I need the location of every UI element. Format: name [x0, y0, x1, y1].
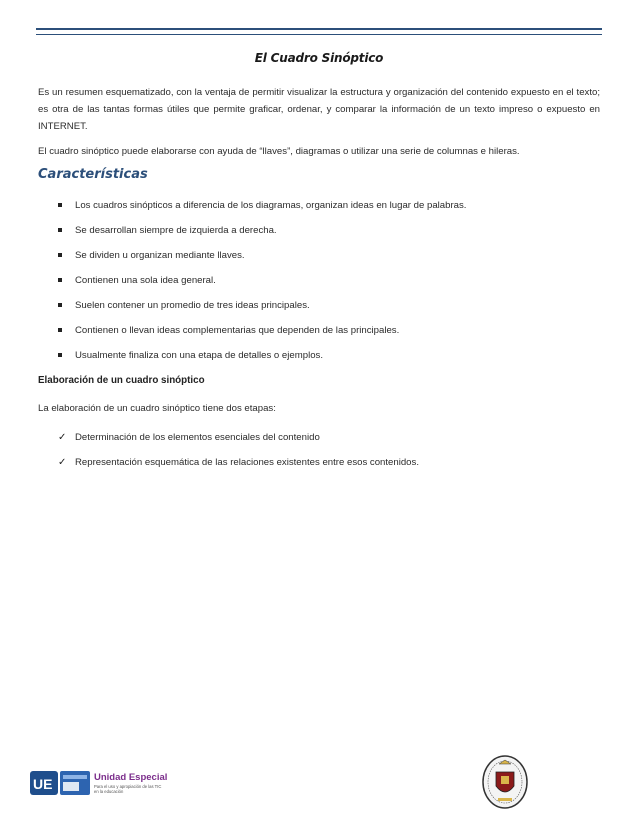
checkmark-icon: ✓ — [58, 457, 67, 468]
intro-paragraph: Es un resumen esquematizado, con la ventaja de permitir visualizar la estructura y organización del contenido expuesto en el texto; es otra de las tantas formas útiles que permite graficar, ordenar, y comparar la información de un texto impreso o expuesto en INTERNET. — [38, 87, 600, 132]
characteristics-heading: Características — [38, 167, 148, 182]
square-bullet-icon — [58, 353, 62, 357]
header-rule-thin — [36, 34, 602, 35]
logo-abbr: UE — [33, 776, 53, 792]
square-bullet-icon — [58, 253, 62, 257]
square-bullet-icon — [58, 328, 62, 332]
checkmark-icon: ✓ — [58, 432, 67, 443]
list-item: ✓ Determinación de los elementos esenciales del contenido — [58, 425, 419, 450]
second-paragraph: El cuadro sinóptico puede elaborarse con ayuda de “llaves”, diagramas o utilizar una serie de columnas e hileras. — [38, 146, 520, 157]
elaboration-heading: Elaboración de un cuadro sinóptico — [38, 375, 205, 386]
square-bullet-icon — [58, 278, 62, 282]
list-item: Los cuadros sinópticos a diferencia de los diagramas, organizan ideas en lugar de palabras. — [58, 193, 466, 218]
page-title: El Cuadro Sinóptico — [254, 51, 384, 65]
list-item: Se dividen u organizan mediante llaves. — [58, 243, 466, 268]
list-item: Contienen una sola idea general. — [58, 268, 466, 293]
stages-intro: La elaboración de un cuadro sinóptico tiene dos etapas: — [38, 403, 276, 414]
stages-list — [58, 425, 419, 475]
list-item: Se desarrollan siempre de izquierda a derecha. — [58, 218, 466, 243]
list-item: Contienen o llevan ideas complementarias que dependen de las principales. — [58, 318, 466, 343]
header-rule-thick — [36, 28, 602, 30]
list-item: Suelen contener un promedio de tres ideas principales. — [58, 293, 466, 318]
logo-title: Unidad Especial — [94, 772, 168, 783]
square-bullet-icon — [58, 228, 62, 232]
list-item: Usualmente finaliza con una etapa de detalles o ejemplos. — [58, 343, 466, 368]
unidad-especial-logo — [30, 768, 180, 798]
square-bullet-icon — [58, 203, 62, 207]
university-seal-icon — [481, 754, 529, 810]
logo-subtitle: en la educación — [94, 789, 124, 794]
logo-subtitle: Para el uso y apropiación de las TIC — [94, 784, 162, 789]
square-bullet-icon — [58, 303, 62, 307]
list-item: ✓ Representación esquemática de las relaciones existentes entre esos contenidos. — [58, 450, 419, 475]
characteristics-list — [58, 193, 466, 368]
